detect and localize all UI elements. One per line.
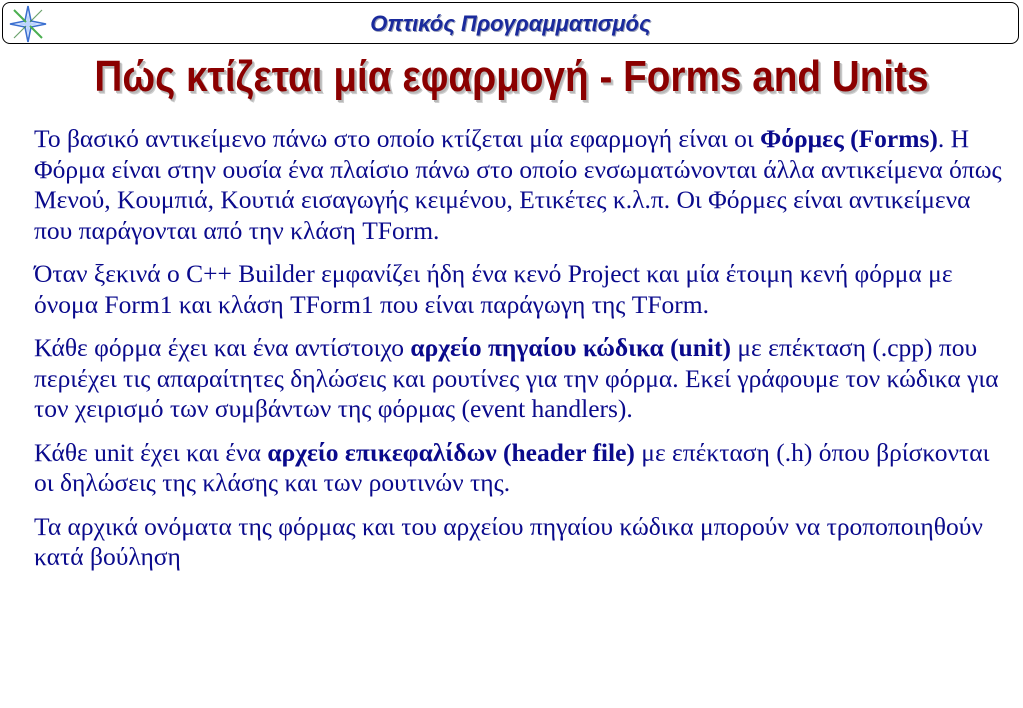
paragraph-unit <box>34 333 1002 425</box>
para5-text: Τα αρχικά ονόματα της φόρμας και του αρχείου πηγαίου κώδικα μπορούν να τροποποιηθούν κατά βούληση <box>34 511 983 571</box>
content-body <box>34 124 1002 586</box>
star-compass-logo-icon <box>6 2 50 46</box>
paragraph-cpp-builder <box>34 259 1002 320</box>
para2-text: Όταν ξεκινά ο C++ Builder εμφανίζει ήδη ένα κενό Project και μία έτοιμη κενή φόρμα με όνομα Form1 και κλάση TForm1 που είναι παράγωγη της TForm. <box>34 259 953 319</box>
header-bar <box>2 2 1019 44</box>
para4-text-c: με επέκταση (.h) όπου βρίσκονται οι δηλώσεις της κλάσης και των ρουτινών της. <box>34 437 990 497</box>
para1-bold-forms: Φόρμες (Forms) <box>760 124 938 153</box>
paragraph-forms <box>34 124 1002 246</box>
para3-text-a: Κάθε φόρμα έχει και ένα αντίστοιχο <box>34 333 411 362</box>
para4-text-a: Κάθε unit έχει και ένα <box>34 437 268 467</box>
para4-bold-header: αρχείο επικεφαλίδων (header file) <box>267 437 635 467</box>
para1-text-a: Το βασικό αντικείμενο πάνω στο οποίο κτίζεται μία εφαρμογή είναι οι <box>34 124 761 153</box>
slide-title: Πώς κτίζεται μία εφαρμογή - Forms and Units <box>94 52 929 101</box>
paragraph-rename <box>34 512 1002 573</box>
para3-text-c: με επέκταση (.cpp) που περιέχει τις απαραίτητες δηλώσεις και ρουτίνες για την φόρμα. Εκεί γράφουμε τον κώδικα για τον χειρισμό των συμβάντων της φόρμας (event handlers). <box>34 333 999 423</box>
paragraph-header-file <box>34 438 1002 499</box>
para1-text-c: . Η Φόρμα είναι στην ουσία ένα πλαίσιο πάνω στο οποίο ενσωματώνονται άλλα αντικείμενα όπως Μενού, Κουμπιά, Κουτιά εισαγωγής κειμένου, Ετικέτες κ.λ.π. Οι Φόρμες είναι αντικείμενα που παράγονται από την κλάση TForm. <box>34 124 1002 245</box>
para3-bold-unit: αρχείο πηγαίου κώδικα (unit) <box>410 333 731 362</box>
header-title: Οπτικός Προγραμματισμός <box>370 11 651 36</box>
